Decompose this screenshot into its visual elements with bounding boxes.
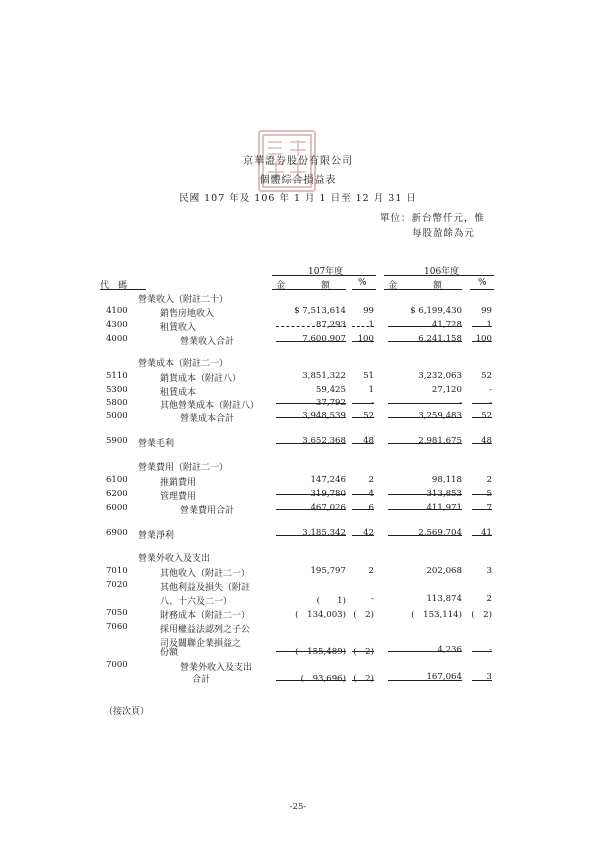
rule-other-cost-pct-2018 (352, 403, 374, 404)
rule-cost-total-pct-2017 (472, 417, 492, 418)
rule-other-cost-2017 (388, 403, 462, 404)
row-percent-2018: 4 (368, 489, 374, 499)
rule-revenue-total-pct-2018 (352, 341, 374, 342)
row-amount-2017: 313,853 (426, 489, 462, 499)
rule-revenue-total-pct-2017 (472, 341, 492, 342)
rule-nonop-total-pct-2017 (472, 680, 492, 681)
percent-rule-2017 (470, 289, 494, 290)
amount-header-2018: 金 額 (276, 281, 331, 291)
row-amount-2017: 113,874 (426, 594, 462, 604)
row-amount-2018: $ 7,513,614 (294, 306, 346, 316)
row-percent-2018: ( 2) (353, 674, 374, 684)
row-code: 4300 (106, 320, 128, 330)
row-percent-2017: - (489, 398, 492, 408)
rule-other-cost-pct-2017 (472, 403, 492, 404)
header-rule-2018 (272, 275, 376, 276)
rule-gross-profit-2017 (388, 443, 462, 444)
rule-admin-pct-2017 (472, 494, 492, 495)
rule-op-income-pct-2018 (352, 535, 374, 536)
rule-equity-share-pct-2017 (472, 651, 492, 652)
row-label: 營業淨利 (138, 531, 175, 541)
code-header: 代 碼 (100, 281, 128, 291)
row-amount-2017: 41,728 (431, 320, 462, 330)
row-percent-2018: ( 2) (353, 647, 374, 657)
rule-gross-profit-2018 (276, 443, 346, 444)
row-amount-2017: 6,241,158 (418, 334, 462, 344)
row-label: 銷貨成本（附註八） (160, 374, 242, 384)
row-label: 營業外收入及支出 (180, 663, 253, 673)
rule-revenue-total-2017 (388, 341, 462, 342)
row-percent-2018: ( 2) (353, 610, 374, 620)
row-code: 4000 (106, 334, 128, 344)
row-code: 6200 (106, 489, 128, 499)
rule-equity-share-pct-2018 (352, 651, 374, 652)
rule-admin-2017 (388, 494, 462, 495)
row-percent-2018: 100 (357, 334, 374, 344)
row-percent-2017: 52 (481, 371, 492, 381)
rule-gross-profit-pct-2017 (472, 443, 492, 444)
rule-opex-total-2018 (276, 509, 346, 510)
row-label: 財務成本（附註二一） (160, 611, 251, 621)
row-label: 其他營業成本（附註八） (160, 401, 260, 411)
row-percent-2017: ( 2) (471, 610, 492, 620)
row-percent-2017: - (489, 645, 492, 655)
row-amount-2018: 195,797 (310, 566, 346, 576)
row-amount-2018: 3,948,539 (302, 411, 346, 421)
percent-header-2018: % (358, 278, 367, 288)
row-code: 5900 (106, 436, 128, 446)
row-amount-2018: ( 155,489) (295, 647, 346, 657)
continued-note: （接次頁） (104, 707, 150, 717)
row-percent-2018: 6 (368, 503, 374, 513)
rule-equity-share-2018 (276, 651, 346, 652)
rule-op-income-2017 (388, 535, 462, 536)
row-label: 八、十六及二一） (160, 597, 233, 607)
percent-header-2017: % (478, 278, 487, 288)
row-percent-2017: 5 (486, 489, 492, 499)
row-amount-2018: 7,600,907 (302, 334, 346, 344)
row-percent-2017: 3 (486, 566, 492, 576)
year-2017-header: 106年度 (424, 267, 460, 277)
row-percent-2017: - (489, 385, 492, 395)
row-label: 營業毛利 (138, 439, 175, 449)
statement-title: 個體綜合損益表 (259, 175, 337, 186)
row-amount-2018: 3,185,342 (302, 528, 346, 538)
row-percent-2017: 3 (486, 672, 492, 682)
row-amount-2018: 59,425 (315, 385, 346, 395)
rule-admin-2018 (276, 494, 346, 495)
row-percent-2018: 1 (368, 320, 374, 330)
row-amount-2017: 411,971 (426, 503, 462, 513)
row-percent-2018: 42 (363, 528, 374, 538)
rule-opex-total-2017 (388, 509, 462, 510)
row-amount-2018: ( 134,003) (295, 610, 346, 620)
row-percent-2017: 52 (481, 411, 492, 421)
row-label: 租賃成本 (160, 388, 197, 398)
row-label: 營業外收入及支出 (138, 554, 211, 564)
row-amount-2017: $ 6,199,430 (410, 306, 462, 316)
row-amount-2017: 3,232,063 (418, 371, 462, 381)
row-amount-2017: 4,236 (437, 645, 462, 655)
percent-rule-2018 (352, 289, 376, 290)
row-label: 營業成本（附註二一） (138, 359, 229, 369)
year-2018-header: 107年度 (308, 267, 344, 277)
row-percent-2017: 48 (481, 436, 492, 446)
row-amount-2017: 98,118 (431, 475, 462, 485)
row-label: 營業費用合計 (180, 506, 235, 516)
row-code: 7050 (106, 608, 128, 618)
row-label: 銷售房地收入 (160, 309, 215, 319)
row-label: 份額 (160, 648, 179, 658)
row-label: 其他利益及損失（附註 (160, 583, 251, 593)
row-code: 7000 (106, 660, 128, 670)
row-amount-2017: ( 153,114) (411, 610, 462, 620)
rule-equity-share-2017 (388, 651, 462, 652)
row-percent-2017: 41 (481, 528, 492, 538)
row-amount-2017: 27,120 (431, 385, 462, 395)
row-percent-2017: 2 (486, 594, 492, 604)
rule-other-cost-2018 (276, 403, 346, 404)
row-amount-2017: 2,981,675 (418, 436, 462, 446)
rule-gross-profit-pct-2018 (352, 443, 374, 444)
rule-rental-pct-2017 (472, 326, 492, 327)
row-label: 營業收入合計 (180, 337, 235, 347)
row-label: 管理費用 (160, 492, 197, 502)
row-code: 4100 (106, 306, 128, 316)
row-label: 合計 (192, 675, 211, 685)
row-amount-2018: 147,246 (310, 475, 346, 485)
row-code: 7010 (106, 566, 128, 576)
rule-rental-2017 (388, 326, 462, 327)
row-label: 營業收入（附註二十） (138, 295, 229, 305)
row-percent-2018: 99 (363, 306, 374, 316)
row-amount-2017: 2,569,704 (418, 528, 462, 538)
page-number: -25- (289, 802, 307, 812)
rule-nonop-total-2017 (388, 680, 462, 681)
rule-cost-total-pct-2018 (352, 417, 374, 418)
row-percent-2018: 48 (363, 436, 374, 446)
row-percent-2018: - (371, 398, 374, 408)
header-rule-2017 (384, 275, 494, 276)
rule-nonop-total-pct-2018 (352, 680, 374, 681)
unit-line-2: 每股盈餘為元 (412, 228, 476, 239)
row-label: 營業費用（附註二一） (138, 463, 229, 473)
row-label: 租賃收入 (160, 323, 197, 333)
row-code: 6100 (106, 475, 128, 485)
row-code: 7020 (106, 580, 128, 590)
amount-rule-2017 (384, 289, 462, 290)
row-amount-2018: 3,652,368 (302, 436, 346, 446)
row-label: 營業成本合計 (180, 414, 235, 424)
row-label: 採用權益法認列之子公 (160, 625, 251, 635)
code-header-rule (100, 289, 146, 290)
rule-cost-total-2017 (388, 417, 462, 418)
row-percent-2018: 51 (363, 371, 374, 381)
rule-nonop-total-2018 (276, 680, 346, 681)
row-percent-2017: 7 (486, 503, 492, 513)
rule-rental-pct-2018 (352, 326, 374, 327)
row-percent-2018: - (371, 594, 374, 604)
row-amount-2018: 319,780 (310, 489, 346, 499)
row-code: 6900 (106, 528, 128, 538)
row-percent-2017: 1 (486, 320, 492, 330)
row-amount-2017: - (459, 398, 462, 408)
rule-revenue-total-2018 (276, 341, 346, 342)
row-percent-2017: 100 (475, 334, 492, 344)
row-amount-2018: ( 93,696) (300, 674, 346, 684)
amount-rule-2018 (272, 289, 346, 290)
rule-op-income-pct-2017 (472, 535, 492, 536)
rule-cost-total-2018 (276, 417, 346, 418)
rule-rental-2018 (276, 326, 346, 327)
row-amount-2018: 37,792 (315, 398, 346, 408)
row-amount-2018: ( 1) (316, 596, 346, 606)
statement-period: 民國 107 年及 106 年 1 月 1 日至 12 月 31 日 (179, 193, 417, 204)
row-percent-2017: 99 (481, 306, 492, 316)
rule-opex-total-pct-2018 (352, 509, 374, 510)
row-label: 推銷費用 (160, 478, 197, 488)
row-amount-2018: 87,293 (315, 320, 346, 330)
amount-header-2017: 金 額 (388, 281, 443, 291)
row-code: 5800 (106, 398, 128, 408)
row-percent-2018: 2 (368, 566, 374, 576)
row-code: 6000 (106, 503, 128, 513)
row-code: 5300 (106, 385, 128, 395)
company-name: 京華證券股份有限公司 (243, 156, 353, 167)
row-code: 7060 (106, 622, 128, 632)
row-code: 5110 (106, 371, 128, 381)
row-amount-2017: 167,064 (426, 672, 462, 682)
rule-admin-pct-2018 (352, 494, 374, 495)
row-percent-2017: 2 (486, 475, 492, 485)
rule-op-income-2018 (276, 535, 346, 536)
row-percent-2018: 52 (363, 411, 374, 421)
row-amount-2018: 3,851,322 (302, 371, 346, 381)
row-code: 5000 (106, 411, 128, 421)
rule-opex-total-pct-2017 (472, 509, 492, 510)
row-percent-2018: 1 (368, 385, 374, 395)
unit-line-1: 單位：新台幣仟元，惟 (380, 213, 486, 224)
row-amount-2018: 467,026 (310, 503, 346, 513)
row-percent-2018: 2 (368, 475, 374, 485)
row-amount-2017: 202,068 (426, 566, 462, 576)
row-label: 其他收入（附註二一） (160, 569, 251, 579)
row-label: 司及關聯企業損益之 (160, 639, 242, 649)
row-amount-2017: 3,259,483 (418, 411, 462, 421)
